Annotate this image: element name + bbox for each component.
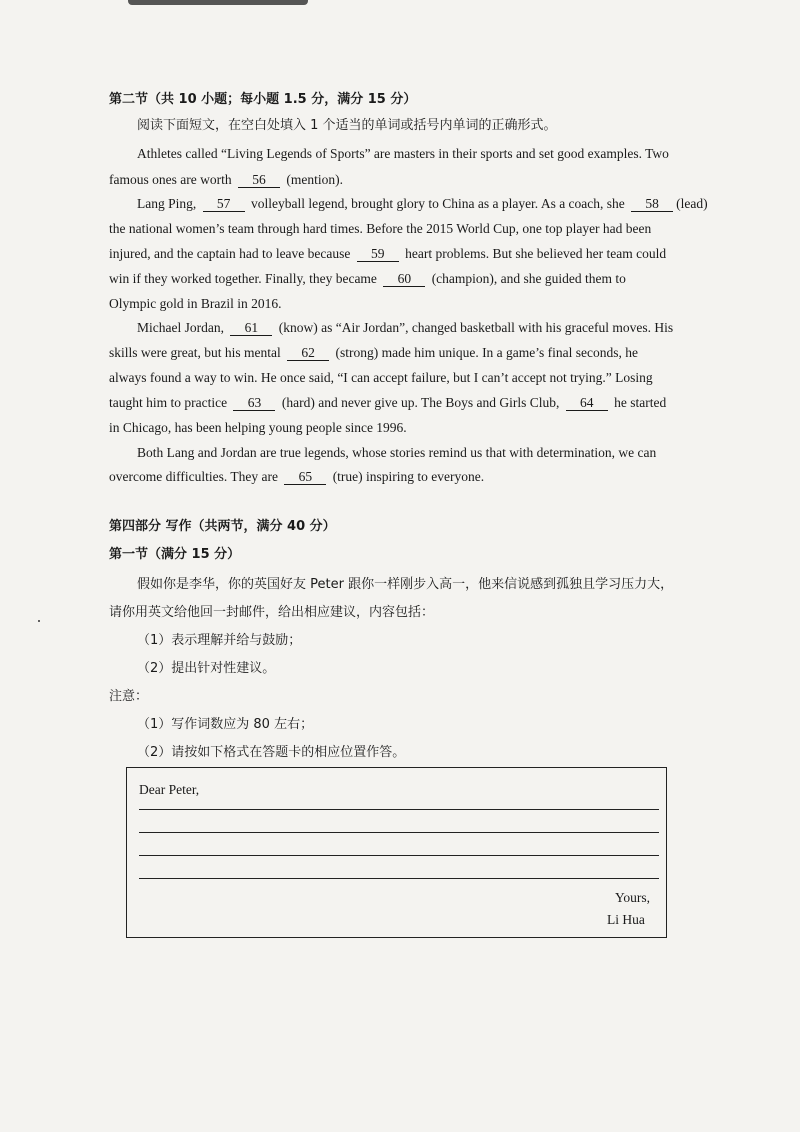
writing-prompt-line2: 请你用英文给他回一封邮件，给出相应建议，内容包括： <box>109 605 435 620</box>
writing-requirement-1: （1）表示理解并给与鼓励； <box>137 633 302 648</box>
passage-p3-line5: in Chicago, has been helping young people since 1996. <box>109 420 407 435</box>
letter-closing: Yours, <box>615 890 651 905</box>
blank-58: 58 <box>631 196 673 212</box>
writing-line <box>139 809 659 810</box>
passage-p2-line2: the national women’s team through hard times. Before the 2015 World Cup, one top player had been <box>109 221 652 236</box>
blank-59: 59 <box>357 246 399 262</box>
section2-instruction: 阅读下面短文，在空白处填入 1 个适当的单词或括号内单词的正确形式。 <box>137 118 557 133</box>
scan-edge-mark <box>128 0 308 5</box>
scan-speck <box>38 620 40 622</box>
passage-p2-line3: injured, and the captain had to leave because 59 heart problems. But she believed her team could <box>109 246 667 261</box>
passage-p1-line1: Athletes called “Living Legends of Sports” are masters in their sports and set good examples. Two <box>137 146 669 161</box>
blank-63: 63 <box>233 395 275 411</box>
writing-line <box>139 878 659 879</box>
passage-p2-line5: Olympic gold in Brazil in 2016. <box>109 296 282 311</box>
answer-format-box <box>126 767 667 938</box>
passage-p2-line1: Lang Ping, 57 volleyball legend, brought glory to China as a player. As a coach, she 58 (lead) <box>137 196 708 211</box>
passage-p2-line4: win if they worked together. Finally, they became 60 (champion), and she guided them to <box>109 271 626 286</box>
section2-heading: 第二节（共 10 小题；每小题 1.5 分，满分 15 分） <box>109 92 417 107</box>
part4-heading: 第四部分 写作（共两节，满分 40 分） <box>109 519 336 534</box>
blank-64: 64 <box>566 395 608 411</box>
writing-requirement-2: （2）提出针对性建议。 <box>137 661 276 676</box>
passage-p3-line3: always found a way to win. He once said, “I can accept failure, but I can’t accept not trying.” Losing <box>109 370 653 385</box>
writing-prompt-line1: 假如你是李华，你的英国好友 Peter 跟你一样刚步入高一，他来信说感到孤独且学习压力大， <box>137 577 674 592</box>
passage-p3-line1: Michael Jordan, 61 (know) as “Air Jordan”, changed basketball with his graceful moves. His <box>137 320 674 335</box>
letter-signature: Li Hua <box>607 912 645 927</box>
passage-p1-line2: famous ones are worth 56 (mention). <box>109 172 343 187</box>
note-label: 注意： <box>109 689 149 704</box>
note-item-2: （2）请按如下格式在答题卡的相应位置作答。 <box>137 745 406 760</box>
note-item-1: （1）写作词数应为 80 左右； <box>137 717 314 732</box>
letter-greeting: Dear Peter, <box>139 782 200 797</box>
passage-p3-line4: taught him to practice 63 (hard) and never give up. The Boys and Girls Club, 64 he started <box>109 395 667 410</box>
writing-line <box>139 855 659 856</box>
blank-65: 65 <box>284 469 326 485</box>
writing-line <box>139 832 659 833</box>
blank-60: 60 <box>383 271 425 287</box>
part4-sec1-heading: 第一节（满分 15 分） <box>109 547 241 562</box>
passage-p3-line2: skills were great, but his mental 62 (strong) made him unique. In a game’s final seconds, he <box>109 345 639 360</box>
blank-56: 56 <box>238 172 280 188</box>
passage-p4-line1: Both Lang and Jordan are true legends, whose stories remind us that with determination, we can <box>137 445 657 460</box>
blank-62: 62 <box>287 345 329 361</box>
blank-57: 57 <box>203 196 245 212</box>
blank-61: 61 <box>230 320 272 336</box>
passage-p4-line2: overcome difficulties. They are 65 (true) inspiring to everyone. <box>109 469 485 484</box>
